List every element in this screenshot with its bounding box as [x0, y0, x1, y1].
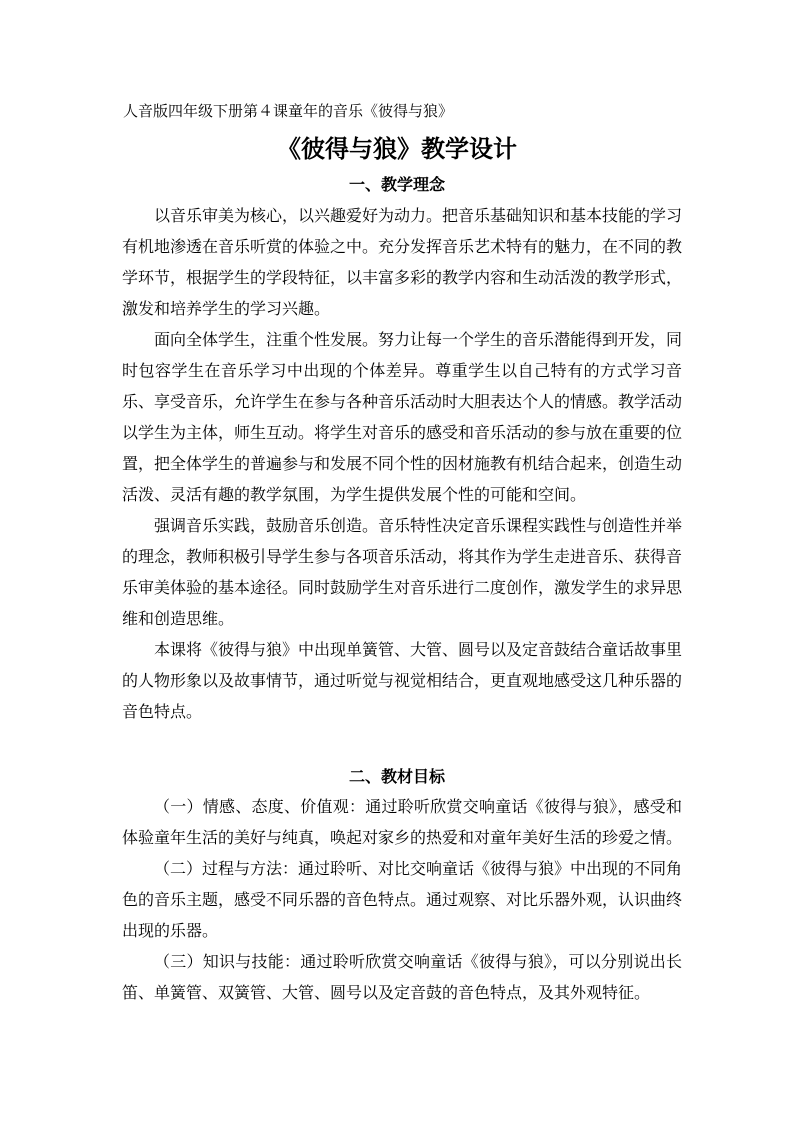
paragraph: 以音乐审美为核心，以兴趣爱好为动力。把音乐基础知识和基本技能的学习有机地渗透在音乐听赏的体验之中。充分发挥音乐艺术特有的魅力，在不同的教学环节，根据学生的学段特征，以丰富多彩的教学内容和生动活泼的教学形式，激发和培养学生的学习兴趣。	[122, 206, 683, 318]
paragraph: 本课将《彼得与狼》中出现单簧管、大管、圆号以及定音鼓结合童话故事里的人物形象以及故事情节，通过听觉与视觉相结合，更直观地感受这几种乐器的音色特点。	[122, 640, 683, 721]
paragraph: （三）知识与技能：通过聆听欣赏交响童话《彼得与狼》，可以分别说出长笛、单簧管、双簧管、大管、圆号以及定音鼓的音色特点，及其外观特征。	[122, 952, 682, 1002]
paragraph: 强调音乐实践，鼓励音乐创造。音乐特性决定音乐课程实践性与创造性并举的理念，教师积极引导学生参与各项音乐活动，将其作为学生走进音乐、获得音乐审美体验的基本途径。同时鼓励学生对音乐进行二度创作，激发学生的求异思维和创造思维。	[122, 516, 683, 628]
section-heading-teaching-philosophy: 一、教学理念	[348, 175, 445, 194]
section-body-teaching-philosophy	[122, 200, 682, 727]
paragraph: （二）过程与方法：通过聆听、对比交响童话《彼得与狼》中出现的不同角色的音乐主题，感受不同乐器的音色特点。通过观察、对比乐器外观，认识曲终出现的乐器。	[122, 859, 683, 940]
section-heading-textbook-goals: 二、教材目标	[348, 767, 445, 786]
paragraph: （一）情感、态度、价值观：通过聆听欣赏交响童话《彼得与狼》，感受和体验童年生活的美好与纯真，唤起对家乡的热爱和对童年美好生活的珍爱之情。	[122, 797, 683, 847]
document-title: 《彼得与狼》教学设计	[277, 135, 517, 163]
header-line: 人音版四年级下册第４课童年的音乐《彼得与狼》	[123, 102, 454, 120]
section-body-textbook-goals	[122, 791, 682, 1008]
paragraph: 面向全体学生，注重个性发展。努力让每一个学生的音乐潜能得到开发，同时包容学生在音乐学习中出现的个体差异。尊重学生以自己特有的方式学习音乐、享受音乐，允许学生在参与各种音乐活动时大胆表达个人的情感。教学活动以学生为主体，师生互动。将学生对音乐的感受和音乐活动的参与放在重要的位置，把全体学生的普遍参与和发展不同个性的因材施教有机结合起来，创造生动活泼、灵活有趣的教学氛围，为学生提供发展个性的可能和空间。	[122, 330, 683, 504]
